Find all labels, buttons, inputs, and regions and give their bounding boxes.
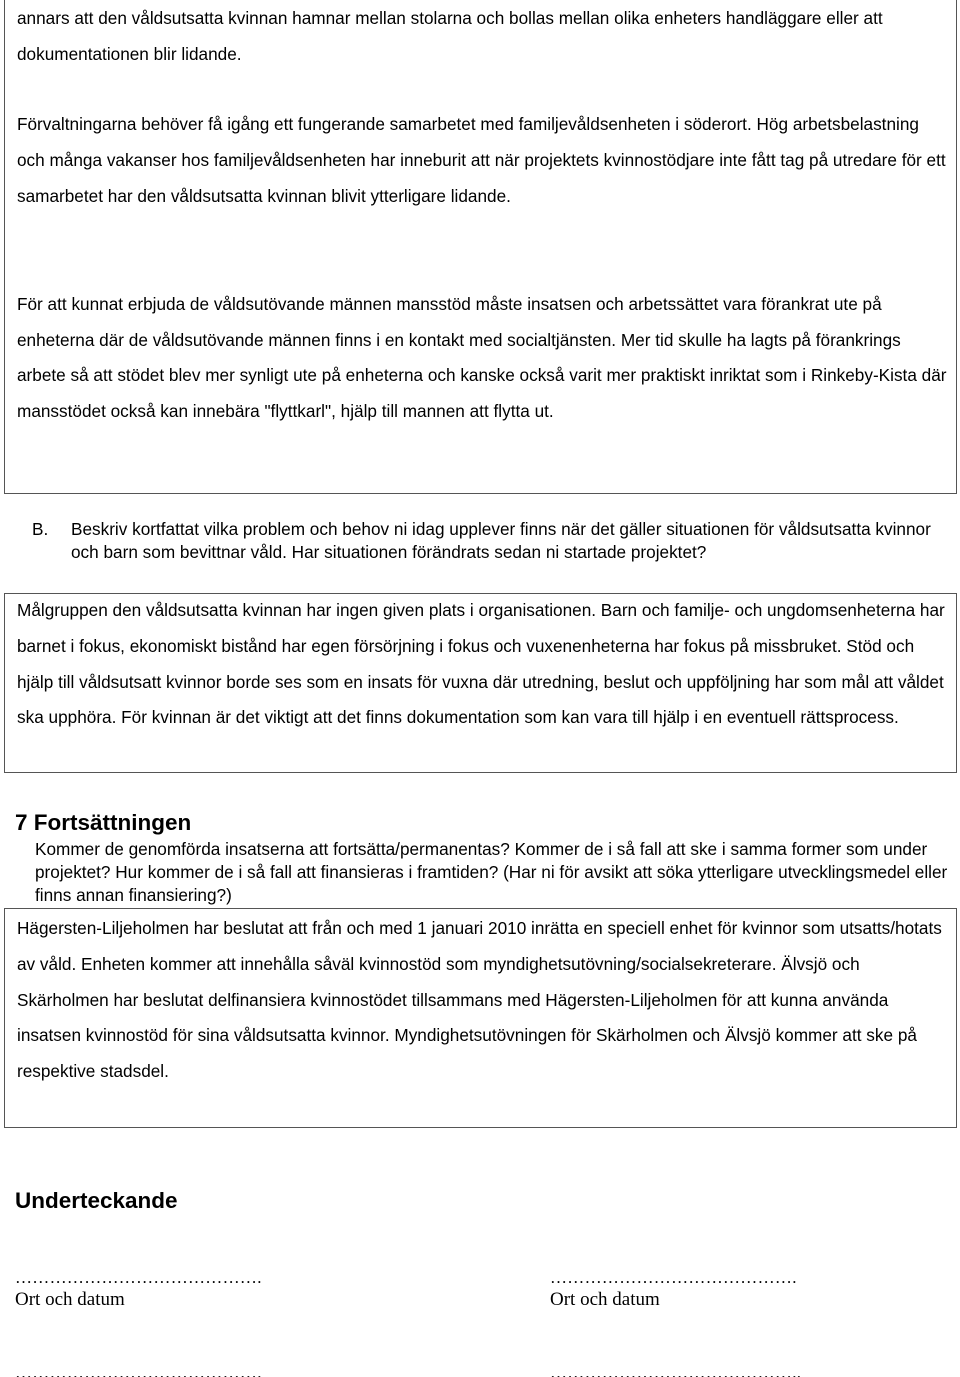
section-7-title: 7 Fortsättningen <box>15 810 192 835</box>
answer-box-continued <box>4 0 957 494</box>
signature-line-left-2: ……………………………………. <box>15 1363 262 1377</box>
signature-line-right-2: …………………………………….. <box>550 1363 802 1377</box>
answer-box-b <box>4 593 957 773</box>
answer-paragraph-3: För att kunnat erbjuda de våldsutövande männen mansstöd måste insatsen och arbetssättet vara förankrat ute på enheterna där de våldsutövande männen finns i en kontakt med socialtjänsten. Mer tid skulle ha lagts på förankrings arbete så att stödet blev mer synligt ute på enheterna och kanske också varit mer praktiskt inriktat som i Rinkeby-Kista där mansstödet också kan innebära "flyttkarl", hjälp till mannen att flytta ut. <box>17 294 947 421</box>
place-date-label-left: Ort och datum <box>15 1289 125 1310</box>
signature-line-right-1: ……………………………………. <box>550 1268 797 1287</box>
answer-paragraph-1: annars att den våldsutsatta kvinnan hamnar mellan stolarna och bollas mellan olika enheters handläggare eller att dokumentationen blir lidande. <box>17 8 883 64</box>
section-7-question: Kommer de genomförda insatserna att fortsätta/permanentas? Kommer de i så fall att ske i samma former som under projektet? Hur kommer de i så fall att finansieras i framtiden? (Har ni för avsikt att söka ytterligare utvecklingsmedel eller finns annan finansiering?) <box>35 839 948 905</box>
answer-b-paragraph: Målgruppen den våldsutsatta kvinnan har ingen given plats i organisationen. Barn och familje- och ungdomsenheterna har barnet i fokus, ekonomiskt bistånd har egen försörjning i fokus och vuxenenheterna har fokus på missbruket. Stöd och hjälp till våldsutsatt kvinnor borde ses som en insats för vuxna där utredning, beslut och uppföljning har som mål att våldet ska upphöra. För kvinnan är det viktigt att det finns dokumentation som kan vara till hjälp i en eventuell rättsprocess. <box>17 600 945 728</box>
question-b-text: Beskriv kortfattat vilka problem och behov ni idag upplever finns när det gäller situationen för våldsutsatta kvinnor och barn som bevittnar våld. Har situationen förändrats sedan ni startade projektet? <box>71 519 931 562</box>
answer-box-7 <box>4 908 957 1128</box>
answer-paragraph-2: Förvaltningarna behöver få igång ett fungerande samarbetet med familjevåldsenheten i söderort. Hög arbetsbelastning och många vakanser hos familjevåldsenheten har inneburit att när projektets kvinnostödjare inte fått tag på utredare för ett samarbetet har den våldsutsatta kvinnan blivit ytterligare lidande. <box>17 114 946 206</box>
signature-line-left-1: ……………………………………. <box>15 1268 262 1287</box>
question-b-letter: B. <box>32 519 49 539</box>
answer-7-paragraph: Hägersten-Liljeholmen har beslutat att från och med 1 januari 2010 inrätta en speciell enhet för kvinnor som utsatts/hotats av våld. Enheten kommer att innehålla såväl kvinnostöd som myndighetsutövning/socialsekreterare. Älvsjö och Skärholmen har beslutat delfinansiera kvinnostödet tillsammans med Hägersten-Liljeholmen för att kunna använda insatsen kvinnostöd för sina våldsutsatta kvinnor. Myndighetsutövningen för Skärholmen och Älvsjö kommer att ske på respektive stadsdel. <box>17 918 942 1082</box>
place-date-label-right: Ort och datum <box>550 1289 660 1310</box>
signature-title: Underteckande <box>15 1188 178 1213</box>
